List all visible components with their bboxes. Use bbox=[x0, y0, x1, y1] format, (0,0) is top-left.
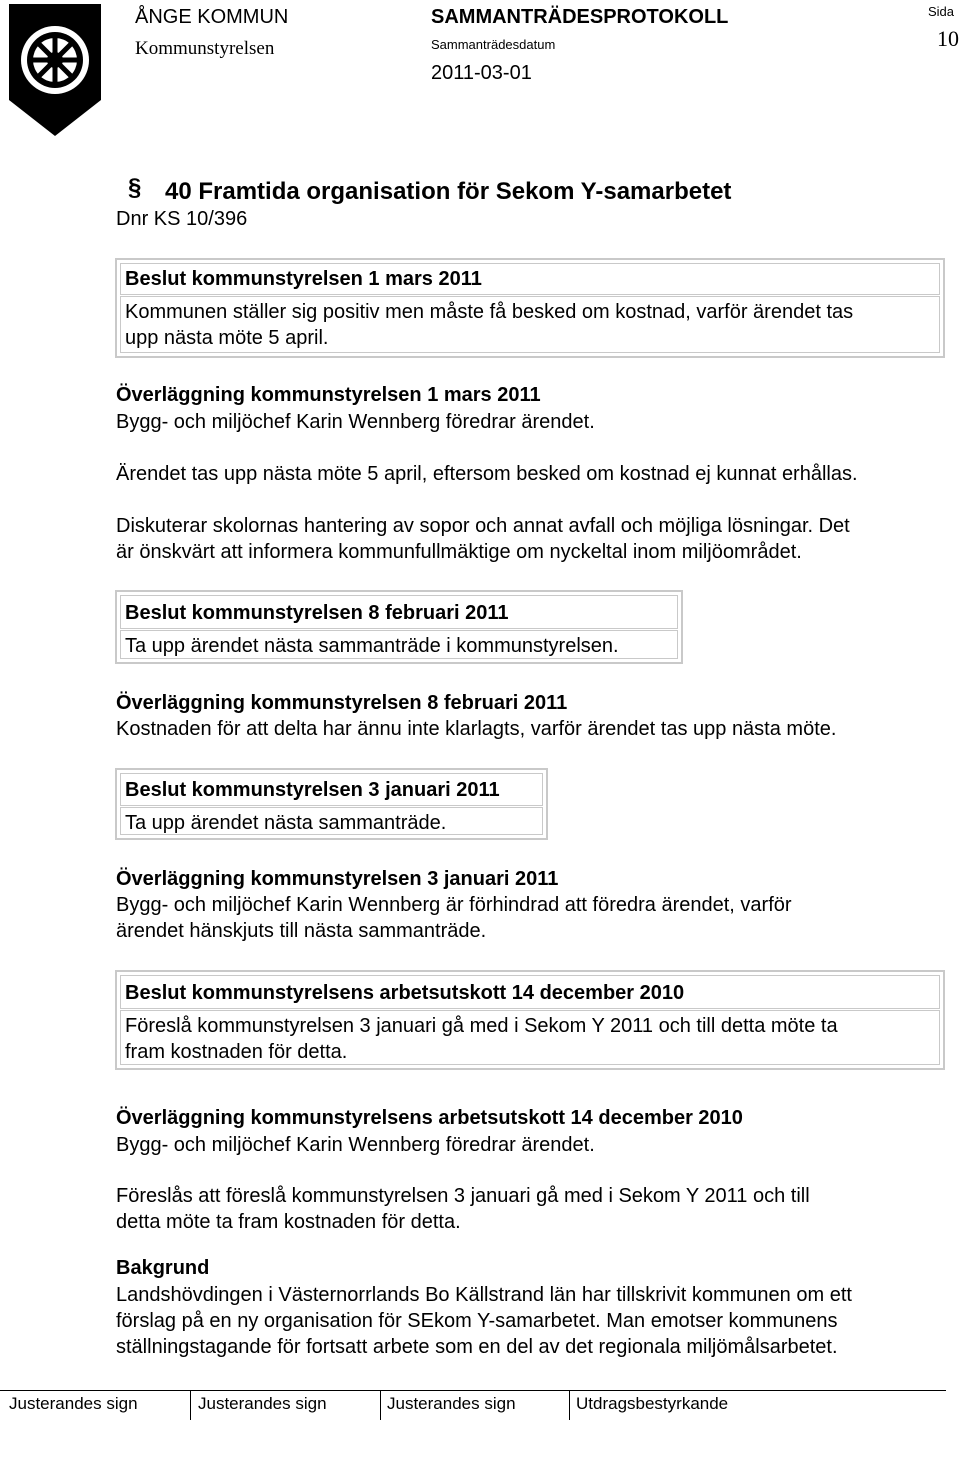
footer-column-divider bbox=[569, 1390, 570, 1420]
footer-column-divider bbox=[380, 1390, 381, 1420]
background-text: Landshövdingen i Västernorrlands Bo Källstrand län har tillskrivit kommunen om ett bbox=[116, 1284, 852, 1306]
decision-line: fram kostnaden för detta. bbox=[125, 1041, 348, 1063]
decision-text: Ta upp ärendet nästa sammanträde i kommunstyrelsen. bbox=[120, 630, 678, 659]
page-number: 10 bbox=[937, 26, 959, 51]
decision-box-2 bbox=[115, 590, 683, 664]
decision-heading: Beslut kommunstyrelsen 8 februari 2011 bbox=[120, 595, 678, 629]
paragraph-sign: § bbox=[128, 174, 142, 201]
document-type: SAMMANTRÄDESPROTOKOLL bbox=[431, 6, 729, 28]
deliberation-heading: Överläggning kommunstyrelsens arbetsutskott 14 december 2010 bbox=[116, 1107, 743, 1129]
footer-signature-cell: Justerandes sign bbox=[387, 1394, 516, 1413]
footer-certification-cell: Utdragsbestyrkande bbox=[576, 1394, 729, 1413]
decision-text: Ta upp ärendet nästa sammanträde. bbox=[120, 807, 543, 835]
registration-number: Dnr KS 10/396 bbox=[116, 208, 248, 230]
decision-box-3 bbox=[115, 768, 548, 840]
deliberation-text: Kostnaden för att delta har ännu inte klarlagts, varför ärendet tas upp nästa möte. bbox=[116, 718, 837, 740]
decision-line: Föreslå kommunstyrelsen 3 januari gå med i Sekom Y 2011 och till detta möte ta bbox=[125, 1015, 838, 1037]
deliberation-text: ärendet hänskjuts till nästa sammanträde. bbox=[116, 920, 487, 942]
decision-line: Kommunen ställer sig positiv men måste få besked om kostnad, varför ärendet tas bbox=[125, 301, 854, 323]
deliberation-text: Föreslås att föreslå kommunstyrelsen 3 januari gå med i Sekom Y 2011 och till bbox=[116, 1185, 810, 1207]
municipality-logo bbox=[5, 0, 105, 140]
footer-signature-cell: Justerandes sign bbox=[198, 1394, 327, 1413]
page-label: Sida bbox=[928, 4, 955, 19]
deliberation-heading: Överläggning kommunstyrelsen 8 februari 2011 bbox=[116, 692, 568, 714]
decision-text bbox=[120, 1010, 940, 1065]
decision-heading: Beslut kommunstyrelsens arbetsutskott 14 december 2010 bbox=[120, 975, 940, 1009]
footer-column-divider bbox=[190, 1390, 191, 1420]
decision-box-4 bbox=[115, 970, 945, 1070]
decision-heading: Beslut kommunstyrelsen 1 mars 2011 bbox=[120, 263, 940, 295]
meeting-date: 2011-03-01 bbox=[431, 62, 532, 84]
footer-divider bbox=[0, 1390, 946, 1391]
deliberation-text: Diskuterar skolornas hantering av sopor och annat avfall och möjliga lösningar. Det bbox=[116, 515, 850, 537]
section-title: 40 Framtida organisation för Sekom Y-samarbetet bbox=[165, 178, 732, 205]
decision-text bbox=[120, 296, 940, 353]
deliberation-text: Bygg- och miljöchef Karin Wennberg är förhindrad att föredra ärendet, varför bbox=[116, 894, 792, 916]
deliberation-text: detta möte ta fram kostnaden för detta. bbox=[116, 1211, 461, 1233]
background-text: förslag på en ny organisation för SEkom Y-samarbetet. Man emotser kommunens bbox=[116, 1310, 838, 1332]
meeting-date-label: Sammanträdesdatum bbox=[431, 37, 556, 52]
decision-heading: Beslut kommunstyrelsen 3 januari 2011 bbox=[120, 773, 543, 806]
decision-line: upp nästa möte 5 april. bbox=[125, 327, 329, 349]
organization-name: ÅNGE KOMMUN bbox=[135, 6, 289, 28]
background-text: ställningstagande för fortsatt arbete som en del av det regionala miljömålsarbetet. bbox=[116, 1336, 838, 1358]
decision-box-1 bbox=[115, 258, 945, 358]
deliberation-text: är önskvärt att informera kommunfullmäktige om nyckeltal inom miljöområdet. bbox=[116, 541, 802, 563]
deliberation-text: Bygg- och miljöchef Karin Wennberg föredrar ärendet. bbox=[116, 411, 595, 433]
background-heading: Bakgrund bbox=[116, 1257, 210, 1279]
deliberation-text: Ärendet tas upp nästa möte 5 april, eftersom besked om kostnad ej kunnat erhållas. bbox=[116, 463, 858, 485]
deliberation-heading: Överläggning kommunstyrelsen 3 januari 2011 bbox=[116, 868, 559, 890]
deliberation-text: Bygg- och miljöchef Karin Wennberg föredrar ärendet. bbox=[116, 1134, 595, 1156]
deliberation-heading: Överläggning kommunstyrelsen 1 mars 2011 bbox=[116, 384, 541, 406]
footer-signature-cell: Justerandes sign bbox=[9, 1394, 138, 1413]
board-name: Kommunstyrelsen bbox=[135, 38, 275, 59]
